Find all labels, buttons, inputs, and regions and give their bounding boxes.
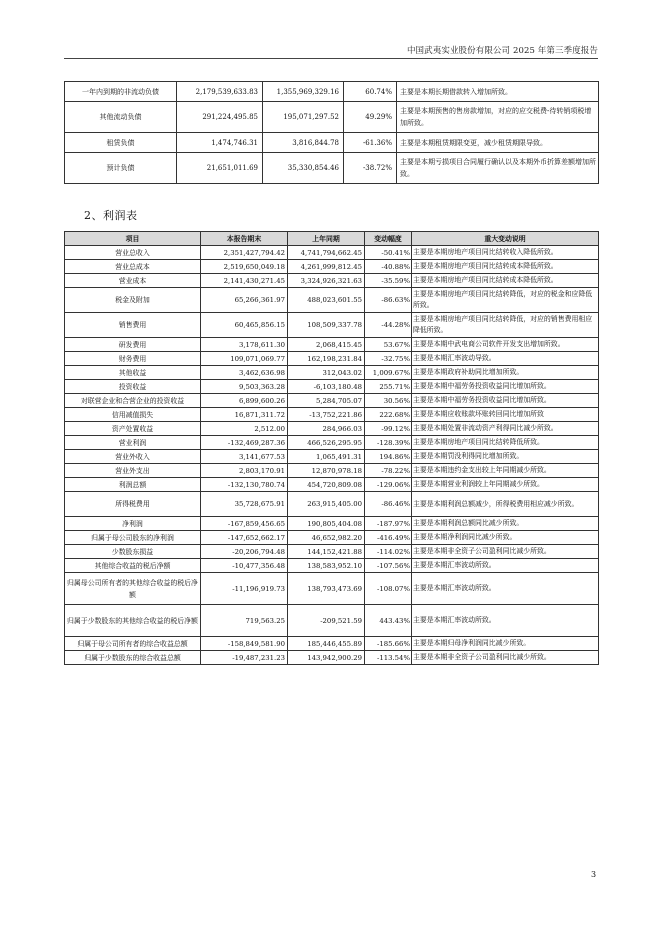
table-row bbox=[65, 478, 599, 492]
row-item: 其他流动负债 bbox=[65, 102, 177, 133]
table-row bbox=[65, 153, 599, 184]
row-reason: 主要是本期应收账款坏账转回同比增加所致 bbox=[412, 408, 599, 422]
row-change-pct: 49.29% bbox=[344, 102, 397, 133]
row-item: 一年内到期的非流动负债 bbox=[65, 82, 177, 102]
row-current-value: 109,071,069.77 bbox=[201, 352, 288, 366]
col-header-current: 本报告期末 bbox=[201, 232, 288, 246]
table-row bbox=[65, 559, 599, 573]
row-item: 营业总成本 bbox=[65, 260, 201, 274]
row-change-pct: -128.39% bbox=[365, 436, 412, 450]
row-item: 租赁负债 bbox=[65, 133, 177, 153]
row-item: 对联营企业和合营企业的投资收益 bbox=[65, 394, 201, 408]
row-previous-value: 195,071,297.52 bbox=[263, 102, 344, 133]
row-previous-value: 263,915,405.00 bbox=[288, 492, 365, 517]
row-current-value: 2,351,427,794.42 bbox=[201, 246, 288, 260]
row-reason: 主要是本期利润总额同比减少所致。 bbox=[412, 517, 599, 531]
row-previous-value: 143,942,900.29 bbox=[288, 651, 365, 665]
table-row bbox=[65, 651, 599, 665]
row-item: 营业外支出 bbox=[65, 464, 201, 478]
row-current-value: 2,519,650,049.18 bbox=[201, 260, 288, 274]
row-previous-value: 1,065,491.31 bbox=[288, 450, 365, 464]
row-reason: 主要是本期政府补助同比增加所致。 bbox=[412, 366, 599, 380]
row-change-pct: 255.71% bbox=[365, 380, 412, 394]
row-change-pct: -86.63% bbox=[365, 288, 412, 313]
table-row bbox=[65, 288, 599, 313]
row-current-value: 719,563.25 bbox=[201, 605, 288, 637]
row-previous-value: 138,793,473.69 bbox=[288, 573, 365, 605]
row-current-value: 2,512.00 bbox=[201, 422, 288, 436]
row-previous-value: 138,583,952.10 bbox=[288, 559, 365, 573]
row-item: 归属于母公司所有者的综合收益总额 bbox=[65, 637, 201, 651]
row-reason: 主要是本期汇率波动所致。 bbox=[412, 573, 599, 605]
balance-sheet-changes-table bbox=[64, 81, 599, 184]
row-reason: 主要是本期归母净利润同比减少所致。 bbox=[412, 637, 599, 651]
row-item: 其他综合收益的税后净额 bbox=[65, 559, 201, 573]
row-reason: 主要是本期利润总额减少，所得税费用相应减少所致。 bbox=[412, 492, 599, 517]
row-change-pct: 1,009.67% bbox=[365, 366, 412, 380]
row-item: 归属于少数股东的综合收益总额 bbox=[65, 651, 201, 665]
col-header-item: 项目 bbox=[65, 232, 201, 246]
row-reason: 主要是本期汇率波动导致。 bbox=[412, 352, 599, 366]
row-previous-value: 4,261,999,812.45 bbox=[288, 260, 365, 274]
row-current-value: 291,224,495.85 bbox=[177, 102, 263, 133]
row-reason: 主要是本期房地产项目同比结转成本降低所致。 bbox=[412, 274, 599, 288]
row-change-pct: -50.41% bbox=[365, 246, 412, 260]
row-reason: 主要是本期长期借款转入增加所致。 bbox=[397, 82, 599, 102]
row-current-value: -10,477,356.48 bbox=[201, 559, 288, 573]
row-item: 税金及附加 bbox=[65, 288, 201, 313]
row-reason: 主要是本期中武电商公司软件开发支出增加所致。 bbox=[412, 338, 599, 352]
table-row bbox=[65, 102, 599, 133]
row-reason: 主要是本期净利润同比减少所致。 bbox=[412, 531, 599, 545]
row-previous-value: 46,652,982.20 bbox=[288, 531, 365, 545]
row-item: 研发费用 bbox=[65, 338, 201, 352]
row-previous-value: 466,526,295.95 bbox=[288, 436, 365, 450]
table-row bbox=[65, 637, 599, 651]
table-row bbox=[65, 133, 599, 153]
row-change-pct: 60.74% bbox=[344, 82, 397, 102]
row-change-pct: -129.06% bbox=[365, 478, 412, 492]
row-previous-value: 3,324,926,321.63 bbox=[288, 274, 365, 288]
header-divider bbox=[64, 58, 598, 59]
row-change-pct: -108.07% bbox=[365, 573, 412, 605]
row-previous-value: 488,023,601.55 bbox=[288, 288, 365, 313]
row-reason: 主要是本期汇率波动所致。 bbox=[412, 559, 599, 573]
row-reason: 主要是本期房地产项目同比结转收入降低所致。 bbox=[412, 246, 599, 260]
row-reason: 主要是本期违约金支出较上年同期减少所致。 bbox=[412, 464, 599, 478]
row-current-value: 21,651,011.69 bbox=[177, 153, 263, 184]
row-reason: 主要是本期中福劳务投资收益同比增加所致。 bbox=[412, 380, 599, 394]
row-current-value: -11,196,919.73 bbox=[201, 573, 288, 605]
row-item: 资产处置收益 bbox=[65, 422, 201, 436]
row-item: 归属母公司所有者的其他综合收益的税后净额 bbox=[65, 573, 201, 605]
row-current-value: -158,849,581.90 bbox=[201, 637, 288, 651]
row-item: 利润总额 bbox=[65, 478, 201, 492]
row-item: 信用减值损失 bbox=[65, 408, 201, 422]
row-previous-value: 284,966.03 bbox=[288, 422, 365, 436]
table-row bbox=[65, 422, 599, 436]
row-previous-value: 12,870,978.18 bbox=[288, 464, 365, 478]
table-row bbox=[65, 338, 599, 352]
row-previous-value: 185,446,455.89 bbox=[288, 637, 365, 651]
table-row bbox=[65, 492, 599, 517]
row-previous-value: 190,805,404.08 bbox=[288, 517, 365, 531]
table-row bbox=[65, 531, 599, 545]
table-row bbox=[65, 352, 599, 366]
row-current-value: 3,141,677.53 bbox=[201, 450, 288, 464]
row-change-pct: -78.22% bbox=[365, 464, 412, 478]
table-row bbox=[65, 82, 599, 102]
row-change-pct: -114.02% bbox=[365, 545, 412, 559]
row-change-pct: 222.68% bbox=[365, 408, 412, 422]
row-reason: 主要是本期汇率波动所致。 bbox=[412, 605, 599, 637]
row-change-pct: -61.36% bbox=[344, 133, 397, 153]
table-row bbox=[65, 450, 599, 464]
row-change-pct: -32.75% bbox=[365, 352, 412, 366]
row-previous-value: 5,284,705.07 bbox=[288, 394, 365, 408]
row-previous-value: 144,152,421.88 bbox=[288, 545, 365, 559]
col-header-reason: 重大变动说明 bbox=[412, 232, 599, 246]
row-previous-value: 162,198,231.84 bbox=[288, 352, 365, 366]
table-row bbox=[65, 366, 599, 380]
row-item: 营业利润 bbox=[65, 436, 201, 450]
row-change-pct: -416.49% bbox=[365, 531, 412, 545]
row-current-value: 35,728,675.91 bbox=[201, 492, 288, 517]
row-change-pct: -113.54% bbox=[365, 651, 412, 665]
row-current-value: -19,487,231.23 bbox=[201, 651, 288, 665]
report-header: 中国武夷实业股份有限公司 2025 年第三季度报告 bbox=[406, 46, 598, 56]
row-reason: 主要是本期处置非流动资产利得同比减少所致。 bbox=[412, 422, 599, 436]
table-row bbox=[65, 408, 599, 422]
row-item: 少数股东损益 bbox=[65, 545, 201, 559]
row-reason: 主要是本期罚没利得同比增加所致。 bbox=[412, 450, 599, 464]
table-row bbox=[65, 274, 599, 288]
row-current-value: -167,859,456.65 bbox=[201, 517, 288, 531]
income-statement-table bbox=[64, 231, 599, 665]
row-change-pct: -44.28% bbox=[365, 313, 412, 338]
row-change-pct: -187.97% bbox=[365, 517, 412, 531]
row-change-pct: 30.56% bbox=[365, 394, 412, 408]
row-current-value: 3,462,636.98 bbox=[201, 366, 288, 380]
row-change-pct: -99.12% bbox=[365, 422, 412, 436]
table-row bbox=[65, 464, 599, 478]
row-change-pct: -40.88% bbox=[365, 260, 412, 274]
page-number: 3 bbox=[591, 870, 597, 879]
row-change-pct: -38.72% bbox=[344, 153, 397, 184]
row-previous-value: -209,521.59 bbox=[288, 605, 365, 637]
row-item: 财务费用 bbox=[65, 352, 201, 366]
row-change-pct: -86.46% bbox=[365, 492, 412, 517]
row-current-value: 6,899,600.26 bbox=[201, 394, 288, 408]
row-item: 所得税费用 bbox=[65, 492, 201, 517]
row-reason: 主要是本期房地产项目同比结转降低所致。 bbox=[412, 436, 599, 450]
table-row bbox=[65, 380, 599, 394]
row-reason: 主要是本期房地产项目同比结转成本降低所致。 bbox=[412, 260, 599, 274]
row-reason: 主要是本期非全资子公司盈利同比减少所致。 bbox=[412, 545, 599, 559]
row-previous-value: -13,752,221.86 bbox=[288, 408, 365, 422]
row-change-pct: -107.56% bbox=[365, 559, 412, 573]
row-previous-value: 3,816,844.78 bbox=[263, 133, 344, 153]
table-row bbox=[65, 260, 599, 274]
row-reason: 主要是本期预售的售房款增加，对应的应交税费-待转销项税增加所致。 bbox=[397, 102, 599, 133]
row-change-pct: 53.67% bbox=[365, 338, 412, 352]
row-change-pct: -185.66% bbox=[365, 637, 412, 651]
row-item: 净利润 bbox=[65, 517, 201, 531]
row-item: 归属于母公司股东的净利润 bbox=[65, 531, 201, 545]
row-previous-value: 454,720,809.08 bbox=[288, 478, 365, 492]
row-item: 预计负债 bbox=[65, 153, 177, 184]
table-header-row bbox=[65, 232, 599, 246]
row-reason: 主要是本期房地产项目同比结转降低，对应的税金和应降低所致。 bbox=[412, 288, 599, 313]
row-item: 营业总收入 bbox=[65, 246, 201, 260]
row-previous-value: -6,103,180.48 bbox=[288, 380, 365, 394]
table-row bbox=[65, 573, 599, 605]
row-current-value: 2,179,539,633.83 bbox=[177, 82, 263, 102]
row-current-value: 65,266,361.97 bbox=[201, 288, 288, 313]
row-current-value: 3,178,611.30 bbox=[201, 338, 288, 352]
table-row bbox=[65, 605, 599, 637]
table-row bbox=[65, 545, 599, 559]
row-item: 销售费用 bbox=[65, 313, 201, 338]
row-previous-value: 312,043.02 bbox=[288, 366, 365, 380]
row-reason: 主要是本期房地产项目同比结转降低，对应的销售费用相应降低所致。 bbox=[412, 313, 599, 338]
row-current-value: 2,141,430,271.45 bbox=[201, 274, 288, 288]
row-item: 营业外收入 bbox=[65, 450, 201, 464]
row-change-pct: 194.86% bbox=[365, 450, 412, 464]
row-change-pct: 443.43% bbox=[365, 605, 412, 637]
row-previous-value: 35,330,854.46 bbox=[263, 153, 344, 184]
table-row bbox=[65, 394, 599, 408]
row-current-value: -132,130,780.74 bbox=[201, 478, 288, 492]
col-header-previous: 上年同期 bbox=[288, 232, 365, 246]
table-row bbox=[65, 246, 599, 260]
row-change-pct: -35.59% bbox=[365, 274, 412, 288]
row-item: 营业成本 bbox=[65, 274, 201, 288]
row-current-value: -20,206,794.48 bbox=[201, 545, 288, 559]
row-previous-value: 4,741,794,662.45 bbox=[288, 246, 365, 260]
row-current-value: 60,465,856.15 bbox=[201, 313, 288, 338]
table-row bbox=[65, 313, 599, 338]
table-row bbox=[65, 436, 599, 450]
row-current-value: -132,469,287.36 bbox=[201, 436, 288, 450]
row-reason: 主要是本期租赁期限变更，减少租赁期限导致。 bbox=[397, 133, 599, 153]
table-row bbox=[65, 517, 599, 531]
col-header-change: 变动幅度 bbox=[365, 232, 412, 246]
row-previous-value: 1,355,969,329.16 bbox=[263, 82, 344, 102]
row-previous-value: 2,068,415.45 bbox=[288, 338, 365, 352]
row-reason: 主要是本期非全资子公司盈利同比减少所致。 bbox=[412, 651, 599, 665]
section-title: 2、利润表 bbox=[84, 209, 138, 222]
row-reason: 主要是本期中福劳务投资收益同比增加所致。 bbox=[412, 394, 599, 408]
row-item: 归属于少数股东的其他综合收益的税后净额 bbox=[65, 605, 201, 637]
row-previous-value: 108,509,337.78 bbox=[288, 313, 365, 338]
row-current-value: 16,871,311.72 bbox=[201, 408, 288, 422]
row-current-value: 9,503,363.28 bbox=[201, 380, 288, 394]
row-current-value: 1,474,746.31 bbox=[177, 133, 263, 153]
row-reason: 主要是本期亏损项目合同履行确认以及本期外币折算差额增加所致。 bbox=[397, 153, 599, 184]
row-reason: 主要是本期营业利润较上年同期减少所致。 bbox=[412, 478, 599, 492]
row-current-value: 2,803,170.91 bbox=[201, 464, 288, 478]
row-item: 投资收益 bbox=[65, 380, 201, 394]
row-current-value: -147,652,662.17 bbox=[201, 531, 288, 545]
row-item: 其他收益 bbox=[65, 366, 201, 380]
